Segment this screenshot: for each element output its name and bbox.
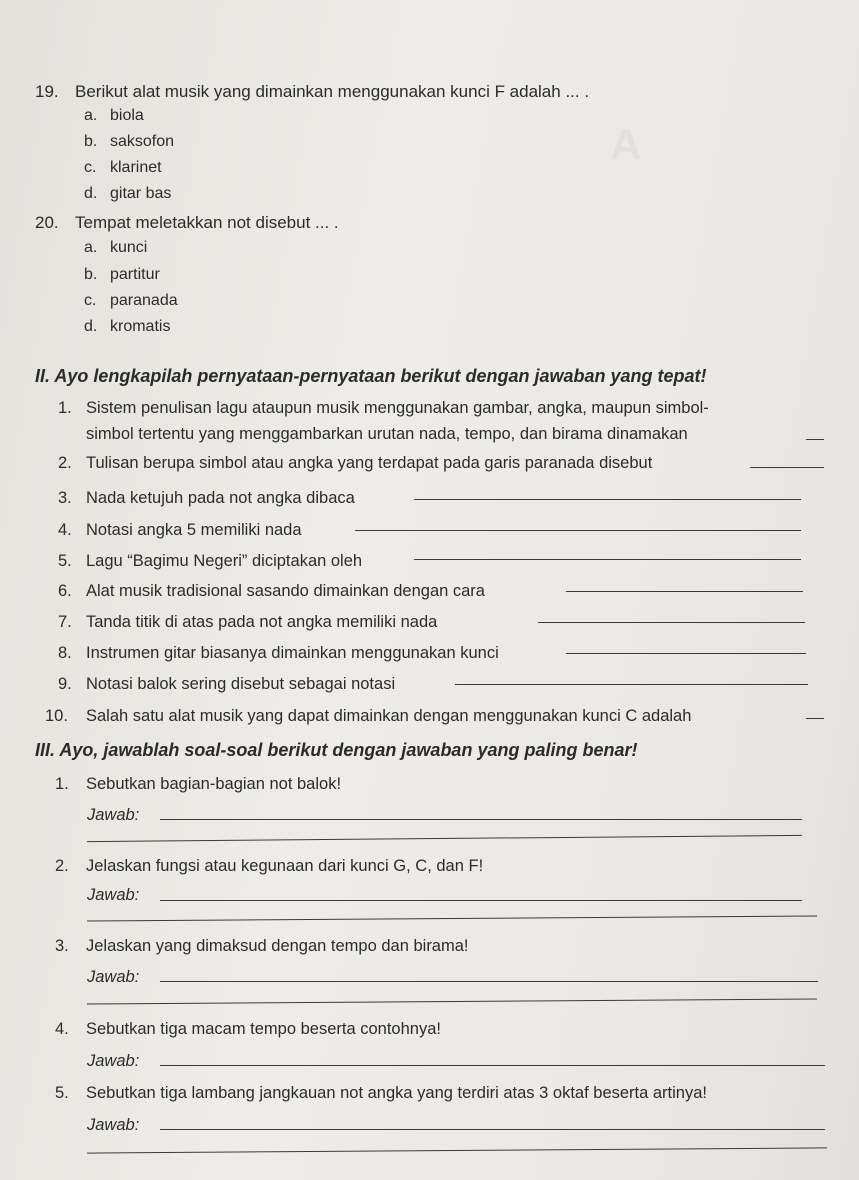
answer-line-5a[interactable] bbox=[160, 1129, 825, 1130]
essay-item-4: 4. Sebutkan tiga macam tempo beserta contohnya! bbox=[55, 1020, 441, 1038]
question-number: 19. bbox=[35, 82, 59, 101]
answer-blank-1[interactable] bbox=[806, 439, 824, 440]
answer-blank-8[interactable] bbox=[566, 653, 806, 654]
answer-label: Jawab: bbox=[87, 806, 140, 824]
answer-blank-3[interactable] bbox=[414, 499, 801, 500]
answer-line-4a[interactable] bbox=[160, 1065, 825, 1066]
answer-blank-10[interactable] bbox=[806, 718, 824, 719]
question-20 bbox=[35, 213, 339, 233]
essay-item-2: 2. Jelaskan fungsi atau kegunaan dari kunci G, C, dan F! bbox=[55, 857, 484, 875]
answer-line-3a[interactable] bbox=[160, 981, 818, 982]
fill-item-8: 8. Instrumen gitar biasanya dimainkan menggunakan kunci bbox=[58, 644, 499, 662]
answer-label: Jawab: bbox=[87, 1052, 140, 1070]
answer-blank-6[interactable] bbox=[566, 591, 803, 592]
answer-label: Jawab: bbox=[87, 886, 140, 904]
option-20b[interactable]: b. partitur bbox=[84, 266, 160, 283]
essay-item-5: 5. Sebutkan tiga lambang jangkauan not angka yang terdiri atas 3 oktaf beserta artinya! bbox=[55, 1084, 707, 1102]
answer-label: Jawab: bbox=[87, 968, 140, 986]
answer-label: Jawab: bbox=[87, 1116, 140, 1134]
answer-line-1b[interactable] bbox=[87, 835, 802, 842]
option-19a[interactable]: a. biola bbox=[84, 107, 144, 124]
essay-item-1: 1. Sebutkan bagian-bagian not balok! bbox=[55, 775, 342, 793]
fill-item-1: 1. Sistem penulisan lagu ataupun musik menggunakan gambar, angka, maupun simbol- bbox=[58, 399, 709, 417]
fill-item-3: 3. Nada ketujuh pada not angka dibaca bbox=[58, 489, 355, 507]
answer-line-5b[interactable] bbox=[87, 1147, 827, 1153]
fill-item-2: 2. Tulisan berupa simbol atau angka yang terdapat pada garis paranada disebut bbox=[58, 454, 653, 472]
question-text: Tempat meletakkan not disebut ... . bbox=[75, 213, 339, 232]
answer-blank-4[interactable] bbox=[355, 530, 801, 531]
fill-item-7: 7. Tanda titik di atas pada not angka memiliki nada bbox=[58, 613, 438, 631]
question-number: 20. bbox=[35, 213, 59, 232]
section-2-heading: II. Ayo lengkapilah pernyataan-pernyataan berikut dengan jawaban yang tepat! bbox=[35, 366, 707, 386]
answer-blank-9[interactable] bbox=[455, 684, 808, 685]
answer-line-2a[interactable] bbox=[160, 900, 802, 901]
option-20d[interactable]: d. kromatis bbox=[84, 318, 171, 335]
option-19b[interactable]: b. saksofon bbox=[84, 133, 175, 150]
fill-item-4: 4. Notasi angka 5 memiliki nada bbox=[58, 521, 302, 539]
answer-blank-2[interactable] bbox=[750, 467, 824, 468]
answer-line-3b[interactable] bbox=[87, 998, 817, 1004]
essay-item-3: 3. Jelaskan yang dimaksud dengan tempo dan birama! bbox=[55, 937, 469, 955]
fill-item-1-cont: simbol tertentu yang menggambarkan urutan nada, tempo, dan birama dinamakan bbox=[86, 425, 688, 443]
option-20a[interactable]: a. kunci bbox=[84, 239, 148, 256]
answer-blank-7[interactable] bbox=[538, 622, 805, 623]
option-20c[interactable]: c. paranada bbox=[84, 292, 178, 309]
option-19c[interactable]: c. klarinet bbox=[84, 159, 162, 176]
section-3-heading: III. Ayo, jawablah soal-soal berikut dengan jawaban yang paling benar! bbox=[35, 740, 638, 760]
show-through-shadow: A bbox=[610, 120, 642, 169]
fill-item-6: 6. Alat musik tradisional sasando dimainkan dengan cara bbox=[58, 582, 485, 600]
answer-line-2b[interactable] bbox=[87, 915, 817, 921]
answer-line-1a[interactable] bbox=[160, 819, 802, 820]
fill-item-10: 10. Salah satu alat musik yang dapat dimainkan dengan menggunakan kunci C adalah bbox=[45, 707, 692, 725]
question-text: Berikut alat musik yang dimainkan menggunakan kunci F adalah ... . bbox=[75, 82, 590, 101]
fill-item-9: 9. Notasi balok sering disebut sebagai notasi bbox=[58, 675, 396, 693]
question-19 bbox=[35, 82, 589, 102]
fill-item-5: 5. Lagu “Bagimu Negeri” diciptakan oleh bbox=[58, 552, 363, 570]
answer-blank-5[interactable] bbox=[414, 559, 801, 560]
option-19d[interactable]: d. gitar bas bbox=[84, 185, 172, 202]
